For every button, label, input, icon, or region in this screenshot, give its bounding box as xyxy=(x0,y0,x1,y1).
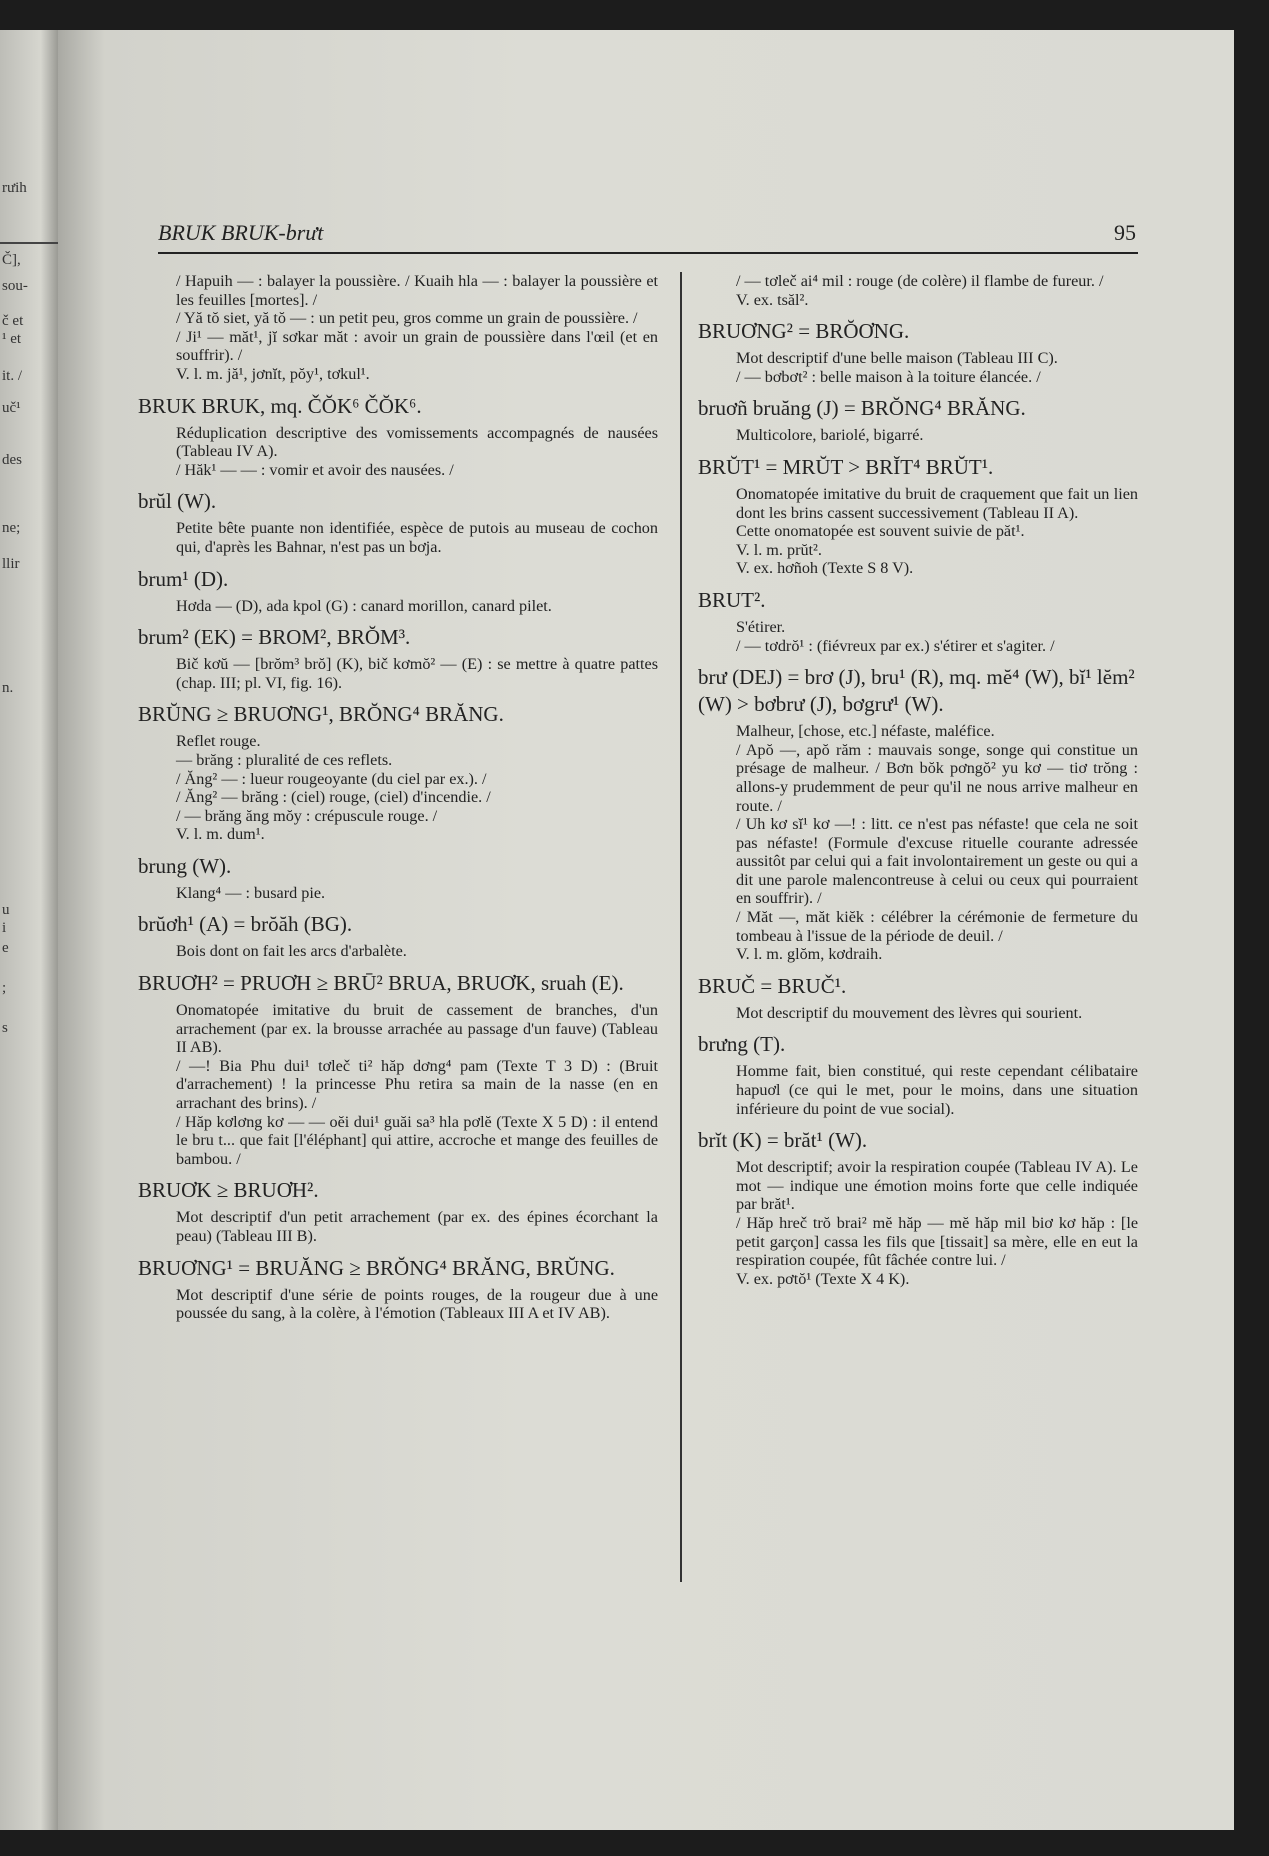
left-fragment: des xyxy=(2,452,22,468)
dictionary-entry xyxy=(138,701,658,844)
entry-line: Mot descriptif d'une belle maison (Tableau III C). xyxy=(736,349,1058,368)
entry-line: / — tơdrŏ¹ : (fiévreux par ex.) s'étirer et s'agiter. / xyxy=(736,636,1055,655)
left-fragment: llir xyxy=(2,556,20,572)
entry-line: V. ex. hơñoh (Texte S 8 V). xyxy=(736,559,914,578)
dictionary-entry xyxy=(698,318,1138,386)
page-header xyxy=(158,220,1136,254)
entry-line: — brăng : pluralité de ces reflets. xyxy=(176,750,393,769)
left-fragment: i xyxy=(2,920,7,936)
entry-body xyxy=(698,1062,1138,1118)
left-column xyxy=(138,272,658,1332)
entry-headword: BRŬT¹ = MRŬT > BRĬT⁴ BRŬT¹. xyxy=(698,454,994,479)
entry-line: / — brăng ăng mŏy : crépuscule rouge. / xyxy=(176,806,438,825)
entry-line: V. l. m. glŏm, kơdraih. xyxy=(736,945,883,964)
entry-line: V. l. m. dum¹. xyxy=(176,825,265,844)
entry-line: Onomatopée imitative du bruit de cassement de branches, d'un arrachement (par ex. la brousse arrachée au passage d'un fauve) (Tableau II AB). xyxy=(176,1001,658,1057)
entry-headword: BRŬNG ≥ BRUƠNG¹, BRŎNG⁴ BRĂNG. xyxy=(138,702,504,727)
entry-line: Homme fait, bien constitué, qui reste cependant célibataire hapuơl (ce qui le met, pour le moins, dans une situation inférieure du point de vue social). xyxy=(736,1062,1138,1118)
left-fragment: ne; xyxy=(2,520,21,536)
dictionary-entry xyxy=(138,393,658,480)
entry-body xyxy=(138,1001,658,1168)
left-fragment: it. / xyxy=(2,368,23,384)
entry-line: / Ăng² — : lueur rougeoyante (du ciel par ex.). / xyxy=(176,769,487,788)
dictionary-entry xyxy=(698,272,1138,309)
dictionary-entry xyxy=(138,1177,658,1245)
dictionary-entry xyxy=(138,488,658,556)
entry-line: Petite bête puante non identifiée, espèce de putois au museau de cochon qui, d'après les Bahnar, n'est pas un bơja. xyxy=(176,519,658,556)
dictionary-entry xyxy=(138,624,658,692)
entry-body xyxy=(698,1004,1138,1023)
entry-line: / Uh kơ sĭ¹ kơ —! : litt. ce n'est pas néfaste! que cela ne soit pas néfaste! (Formule d'excuse rituelle courante adressée aussitôt par celui qui a fait involontairement un geste ou qui a dit une parole malencontreuse à celui ou ceux qui pourraient en souffrir). / xyxy=(736,815,1138,908)
entry-body xyxy=(138,1208,658,1245)
entry-headword: bruơñ bruăng (J) = BRŎNG⁴ BRĂNG. xyxy=(698,396,1026,421)
entry-body xyxy=(698,722,1138,964)
dictionary-entry xyxy=(698,395,1138,445)
left-fragment: sou- xyxy=(2,278,28,294)
dictionary-entry xyxy=(698,973,1138,1023)
entry-line: Bič kơŭ — [brŏm³ brŏ] (K), bič kơmŏ² — (E) : se mettre à quatre pattes (chap. III; pl. VI, fig. 16). xyxy=(176,655,658,692)
entry-headword: brŭơh¹ (A) = brŏăh (BG). xyxy=(138,912,353,937)
entry-line: / — tơleč ai⁴ mil : rouge (de colère) il flambe de fureur. / xyxy=(736,272,1104,290)
dictionary-entry xyxy=(698,664,1138,964)
entry-line: V. ex. tsăl². xyxy=(736,290,809,309)
left-fragment: s xyxy=(2,1020,8,1036)
left-fragment: n. xyxy=(2,680,14,696)
left-fragment: Č], xyxy=(2,252,21,268)
entry-line: / Hăp hreč trŏ brai² mĕ hăp — mĕ hăp mil biơ kơ hăp : [le petit garçon] cassa les fils que [tissait] sa mère, elle en eut la respiration coupée, fût fâchée contre lui. / xyxy=(736,1214,1138,1270)
entry-line: Malheur, [chose, etc.] néfaste, maléfice. xyxy=(736,722,995,741)
left-page-edge xyxy=(0,30,58,1830)
entry-line: Cette onomatopée est souvent suivie de păt¹. xyxy=(736,522,1025,541)
dictionary-entry xyxy=(138,566,658,616)
entry-headword: BRUƠNG² = BRŎƠNG. xyxy=(698,319,910,344)
entry-line: V. l. m. prŭt². xyxy=(736,540,822,559)
entry-headword: brư (DEJ) = brơ (J), bru¹ (R), mq. mĕ⁴ (W), bĭ¹ lĕm² (W) > bơbrư (J), bơgrư¹ (W). xyxy=(698,665,1135,717)
entry-line: Onomatopée imitative du bruit de craquement que fait un lien dont les brins cassent successivement (Tableau II A). xyxy=(736,484,1138,522)
entry-line: / —! Bia Phu dui¹ tơleč ti² hăp dơng⁴ pam (Texte T 3 D) : (Bruit d'arrachement) ! la princesse Phu retira sa main de la nasse (en en arrachant des brins). / xyxy=(176,1056,658,1113)
entry-body xyxy=(138,1286,658,1323)
dictionary-entry xyxy=(138,970,658,1168)
header-rule xyxy=(158,252,1138,254)
entry-headword: brung (W). xyxy=(138,853,232,878)
entry-headword: BRUƠH² = PRUƠH ≥ BRŪ² BRUA, BRUƠK, sruah (E). xyxy=(138,971,624,996)
entry-body xyxy=(138,597,658,616)
entry-body xyxy=(138,519,658,556)
entry-line: / Hăk¹ — — : vomir et avoir des nausées. / xyxy=(176,460,454,479)
entry-line: Réduplication descriptive des vomissements accompagnés de nausées (Tableau IV A). xyxy=(176,423,658,461)
left-header-rule xyxy=(0,242,58,244)
entry-line: Reflet rouge. xyxy=(176,732,261,751)
entry-line: / — bơbơt² : belle maison à la toiture élancée. / xyxy=(736,367,1041,386)
entry-headword: brum² (EK) = BROM², BRŎM³. xyxy=(138,625,411,650)
dictionary-entry xyxy=(138,272,658,384)
right-column xyxy=(698,272,1138,1297)
dictionary-entry xyxy=(698,587,1138,655)
entry-line: / Hapuih — : balayer la poussière. / Kuaih hla — : balayer la poussière et les feuilles [mortes]. / xyxy=(176,272,658,309)
left-fragment: u xyxy=(2,902,10,918)
entry-line: Mot descriptif d'une série de points rouges, de la rougeur due à une poussée du sang, à la colère, à l'émotion (Tableaux III A et IV AB). xyxy=(176,1285,658,1323)
entry-line: Mot descriptif d'un petit arrachement (par ex. des épines écorchant la peau) (Tableau III B). xyxy=(176,1208,658,1245)
entry-body xyxy=(698,1158,1138,1288)
entry-body xyxy=(138,942,658,961)
entry-line: Mot descriptif; avoir la respiration coupée (Tableau IV A). Le mot — indique une émotion moins forte que celle indiquée par brăt¹. xyxy=(736,1158,1138,1214)
entry-body xyxy=(698,485,1138,578)
entry-line: Bois dont on fait les arcs d'arbalète. xyxy=(176,942,407,961)
left-fragment: e xyxy=(2,940,9,956)
entry-headword: brưng (T). xyxy=(698,1032,786,1057)
entry-line: Hơda — (D), ada kpol (G) : canard morillon, canard pilet. xyxy=(176,596,552,615)
entry-line: Klang⁴ — : busard pie. xyxy=(176,883,326,902)
entry-line: V. l. m. jă¹, jơnĭt, pŏy¹, tơkul¹. xyxy=(176,364,370,383)
entry-headword: BRUK BRUK, mq. ČŎK⁶ ČŎK⁶. xyxy=(138,393,422,418)
entry-line: Mot descriptif du mouvement des lèvres qui sourient. xyxy=(736,1003,1083,1022)
entry-headword: brŭl (W). xyxy=(138,489,217,514)
entry-line: / Hăp kơlơng kơ — — oĕi dui¹ guăi sa³ hla pơlĕ (Texte X 5 D) : il entend le bru t... que fait [l'éléphant] qui attire, accroche et mange des feuilles de bambou. / xyxy=(176,1112,658,1168)
dictionary-entry xyxy=(698,1127,1138,1288)
entry-body xyxy=(138,884,658,903)
entry-body xyxy=(138,732,658,844)
entry-line: Multicolore, bariolé, bigarré. xyxy=(736,426,924,445)
entry-body xyxy=(138,424,658,480)
entry-line: / Ji¹ — măt¹, jĭ sơkar măt : avoir un grain de poussière dans l'œil (et en souffrir). / xyxy=(176,327,658,365)
entry-headword: BRUČ = BRUČ¹. xyxy=(698,973,847,998)
entry-headword: BRUT². xyxy=(698,587,766,612)
dictionary-entry xyxy=(698,454,1138,578)
entry-headword: BRUƠNG¹ = BRUĂNG ≥ BRŎNG⁴ BRĂNG, BRŬNG. xyxy=(138,1255,615,1280)
page-header-title: BRUK BRUK-brưt xyxy=(158,220,324,245)
entry-body xyxy=(698,426,1138,445)
entry-headword: brĭt (K) = brăt¹ (W). xyxy=(698,1128,868,1153)
entry-body xyxy=(138,272,658,384)
entry-line: S'étirer. xyxy=(736,617,786,636)
entry-line: / Măt —, măt kiĕk : célébrer la cérémonie de fermeture du tombeau à l'issue de la période de deuil. / xyxy=(736,908,1138,945)
entry-headword: brum¹ (D). xyxy=(138,566,229,591)
entry-headword: BRUƠK ≥ BRUƠH². xyxy=(138,1178,319,1203)
column-divider xyxy=(680,272,682,1582)
left-fragment: rưih xyxy=(2,180,27,196)
entry-body xyxy=(698,349,1138,386)
entry-line: / Ăng² — brăng : (ciel) rouge, (ciel) d'incendie. / xyxy=(176,788,491,807)
entry-body xyxy=(698,272,1138,309)
dictionary-entry xyxy=(138,853,658,903)
dictionary-entry xyxy=(138,911,658,961)
left-fragment: ; xyxy=(2,980,7,996)
entry-body xyxy=(138,655,658,692)
entry-line: / Apŏ —, apŏ răm : mauvais songe, songe qui constitue un présage de malheur. / Bơn bŏk pơngŏ² yu kơ — tiơ trŏng : allons-y prudemment de peur qu'il ne nous arrive malheur en route. / xyxy=(736,740,1138,815)
entry-line: V. ex. pơtŏ¹ (Texte X 4 K). xyxy=(736,1269,910,1288)
left-fragment: uč¹ xyxy=(2,400,21,416)
page-number: 95 xyxy=(1114,220,1136,245)
left-fragment: ¹ et xyxy=(2,331,22,347)
entry-body xyxy=(698,618,1138,655)
dictionary-entry xyxy=(138,1255,658,1323)
dictionary-page xyxy=(58,30,1234,1830)
dictionary-entry xyxy=(698,1031,1138,1118)
entry-line: / Yă tŏ siet, yă tŏ — : un petit peu, gros comme un grain de poussière. / xyxy=(176,309,638,328)
left-fragment: č et xyxy=(2,313,24,329)
